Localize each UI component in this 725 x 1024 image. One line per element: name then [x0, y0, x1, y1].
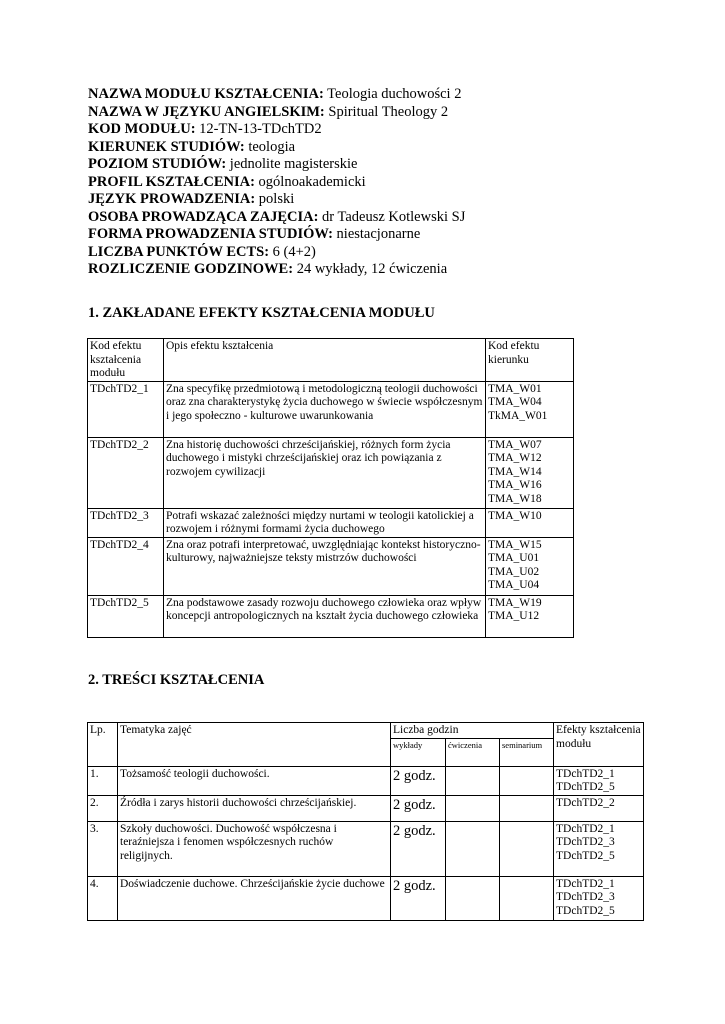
exercise-hours: [446, 876, 500, 920]
lecture-hours: 2 godz.: [391, 821, 446, 876]
table-row: [88, 437, 574, 508]
header-cell: seminarium: [500, 738, 554, 766]
direction-codes: TMA_W07 TMA_W12 TMA_W14 TMA_W16 TMA_W18: [486, 437, 574, 508]
table-row: [88, 595, 574, 637]
table-header-row: [88, 723, 644, 739]
exercise-hours: [446, 821, 500, 876]
section-2-title: 2. TREŚCI KSZTAŁCENIA: [88, 672, 265, 688]
header-cell: Kod efektu kształcenia modułu: [88, 339, 164, 382]
table-row: [88, 766, 644, 795]
table-row: [88, 537, 574, 595]
direction-codes: TMA_W01 TMA_W04 TkMA_W01: [486, 381, 574, 437]
seminar-hours: [500, 876, 554, 920]
effects-cell: TDchTD2_1 TDchTD2_3 TDchTD2_5: [554, 821, 644, 876]
lecture-hours: 2 godz.: [391, 766, 446, 795]
table-row: [88, 876, 644, 920]
exercise-hours: [446, 766, 500, 795]
outcome-code: TDchTD2_2: [88, 437, 164, 508]
header-cell: Opis efektu kształcenia: [164, 339, 486, 382]
topic-cell: Tożsamość teologii duchowości.: [118, 766, 391, 795]
outcome-description: Zna podstawowe zasady rozwoju duchowego człowieka oraz wpływ koncepcji antropologicznych na kształt życia duchowego człowieka: [164, 595, 486, 637]
table-header-row: [88, 339, 574, 382]
header-cell: Liczba godzin: [391, 723, 554, 739]
direction-codes: TMA_W15 TMA_U01 TMA_U02 TMA_U04: [486, 537, 574, 595]
section-1-title: 1. ZAKŁADANE EFEKTY KSZTAŁCENIA MODUŁU: [88, 305, 435, 321]
topic-cell: Źródła i zarys historii duchowości chrześcijańskiej.: [118, 795, 391, 821]
effects-cell: TDchTD2_1 TDchTD2_3 TDchTD2_5: [554, 876, 644, 920]
topic-cell: Doświadczenie duchowe. Chrześcijańskie życie duchowe: [118, 876, 391, 920]
effects-cell: TDchTD2_1 TDchTD2_5: [554, 766, 644, 795]
outcome-description: Zna specyfikę przedmiotową i metodologiczną teologii duchowości oraz zna charakterystykę życia duchowego w świecie współczesnym i jego społeczno - kulturowe uwarunkowania: [164, 381, 486, 437]
table-row: [88, 795, 644, 821]
header-line: OSOBA PROWADZĄCA ZAJĘCIA: dr Tadeusz Kotlewski SJ: [88, 208, 466, 225]
header-cell: Kod efektu kierunku: [486, 339, 574, 382]
outcome-code: TDchTD2_3: [88, 508, 164, 537]
exercise-hours: [446, 795, 500, 821]
header-line: NAZWA W JĘZYKU ANGIELSKIM: Spiritual Theology 2: [88, 103, 449, 120]
row-number: 2.: [88, 795, 118, 821]
lecture-hours: 2 godz.: [391, 876, 446, 920]
header-cell: Efekty kształcenia modułu: [554, 723, 644, 767]
header-cell: wykłady: [391, 738, 446, 766]
learning-outcomes-table: [87, 338, 574, 638]
outcome-code: TDchTD2_4: [88, 537, 164, 595]
direction-codes: TMA_W10: [486, 508, 574, 537]
topic-cell: Szkoły duchowości. Duchowość współczesna i teraźniejsza i fenomen współczesnych ruchów religijnych.: [118, 821, 391, 876]
header-line: KOD MODUŁU: 12-TN-13-TDchTD2: [88, 121, 322, 137]
header-line: ROZLICZENIE GODZINOWE: 24 wykłady, 12 ćwiczenia: [88, 261, 448, 277]
header-cell: Tematyka zajęć: [118, 723, 391, 767]
header-line: POZIOM STUDIÓW: jednolite magisterskie: [88, 156, 358, 172]
direction-codes: TMA_W19 TMA_U12: [486, 595, 574, 637]
header-line: FORMA PROWADZENIA STUDIÓW: niestacjonarne: [88, 226, 421, 242]
effects-cell: TDchTD2_2: [554, 795, 644, 821]
seminar-hours: [500, 821, 554, 876]
row-number: 4.: [88, 876, 118, 920]
header-line: LICZBA PUNKTÓW ECTS: 6 (4+2): [88, 243, 316, 260]
header-line: PROFIL KSZTAŁCENIA: ogólnoakademicki: [88, 173, 366, 190]
module-header: [88, 86, 688, 279]
table-row: [88, 508, 574, 537]
outcome-description: Potrafi wskazać zależności między nurtami w teologii katolickiej a rozwojem i różnymi formami życia duchowego: [164, 508, 486, 537]
course-content-table: [87, 722, 644, 921]
header-line: KIERUNEK STUDIÓW: teologia: [88, 138, 296, 155]
outcome-code: TDchTD2_5: [88, 595, 164, 637]
seminar-hours: [500, 766, 554, 795]
row-number: 1.: [88, 766, 118, 795]
table-row: [88, 381, 574, 437]
table-row: [88, 821, 644, 876]
outcome-code: TDchTD2_1: [88, 381, 164, 437]
lecture-hours: 2 godz.: [391, 795, 446, 821]
header-line: NAZWA MODUŁU KSZTAŁCENIA: Teologia duchowości 2: [88, 86, 462, 102]
row-number: 3.: [88, 821, 118, 876]
seminar-hours: [500, 795, 554, 821]
header-cell: Lp.: [88, 723, 118, 767]
outcome-description: Zna oraz potrafi interpretować, uwzględniając kontekst historyczno-kulturowy, najważniejsze teksty mistrzów duchowości: [164, 537, 486, 595]
header-cell: ćwiczenia: [446, 738, 500, 766]
header-line: JĘZYK PROWADZENIA: polski: [88, 191, 295, 207]
outcome-description: Zna historię duchowości chrześcijańskiej, różnych form życia duchowego i mistyki chrześcijańskiej oraz ich powiązania z rozwojem cywilizacji: [164, 437, 486, 508]
